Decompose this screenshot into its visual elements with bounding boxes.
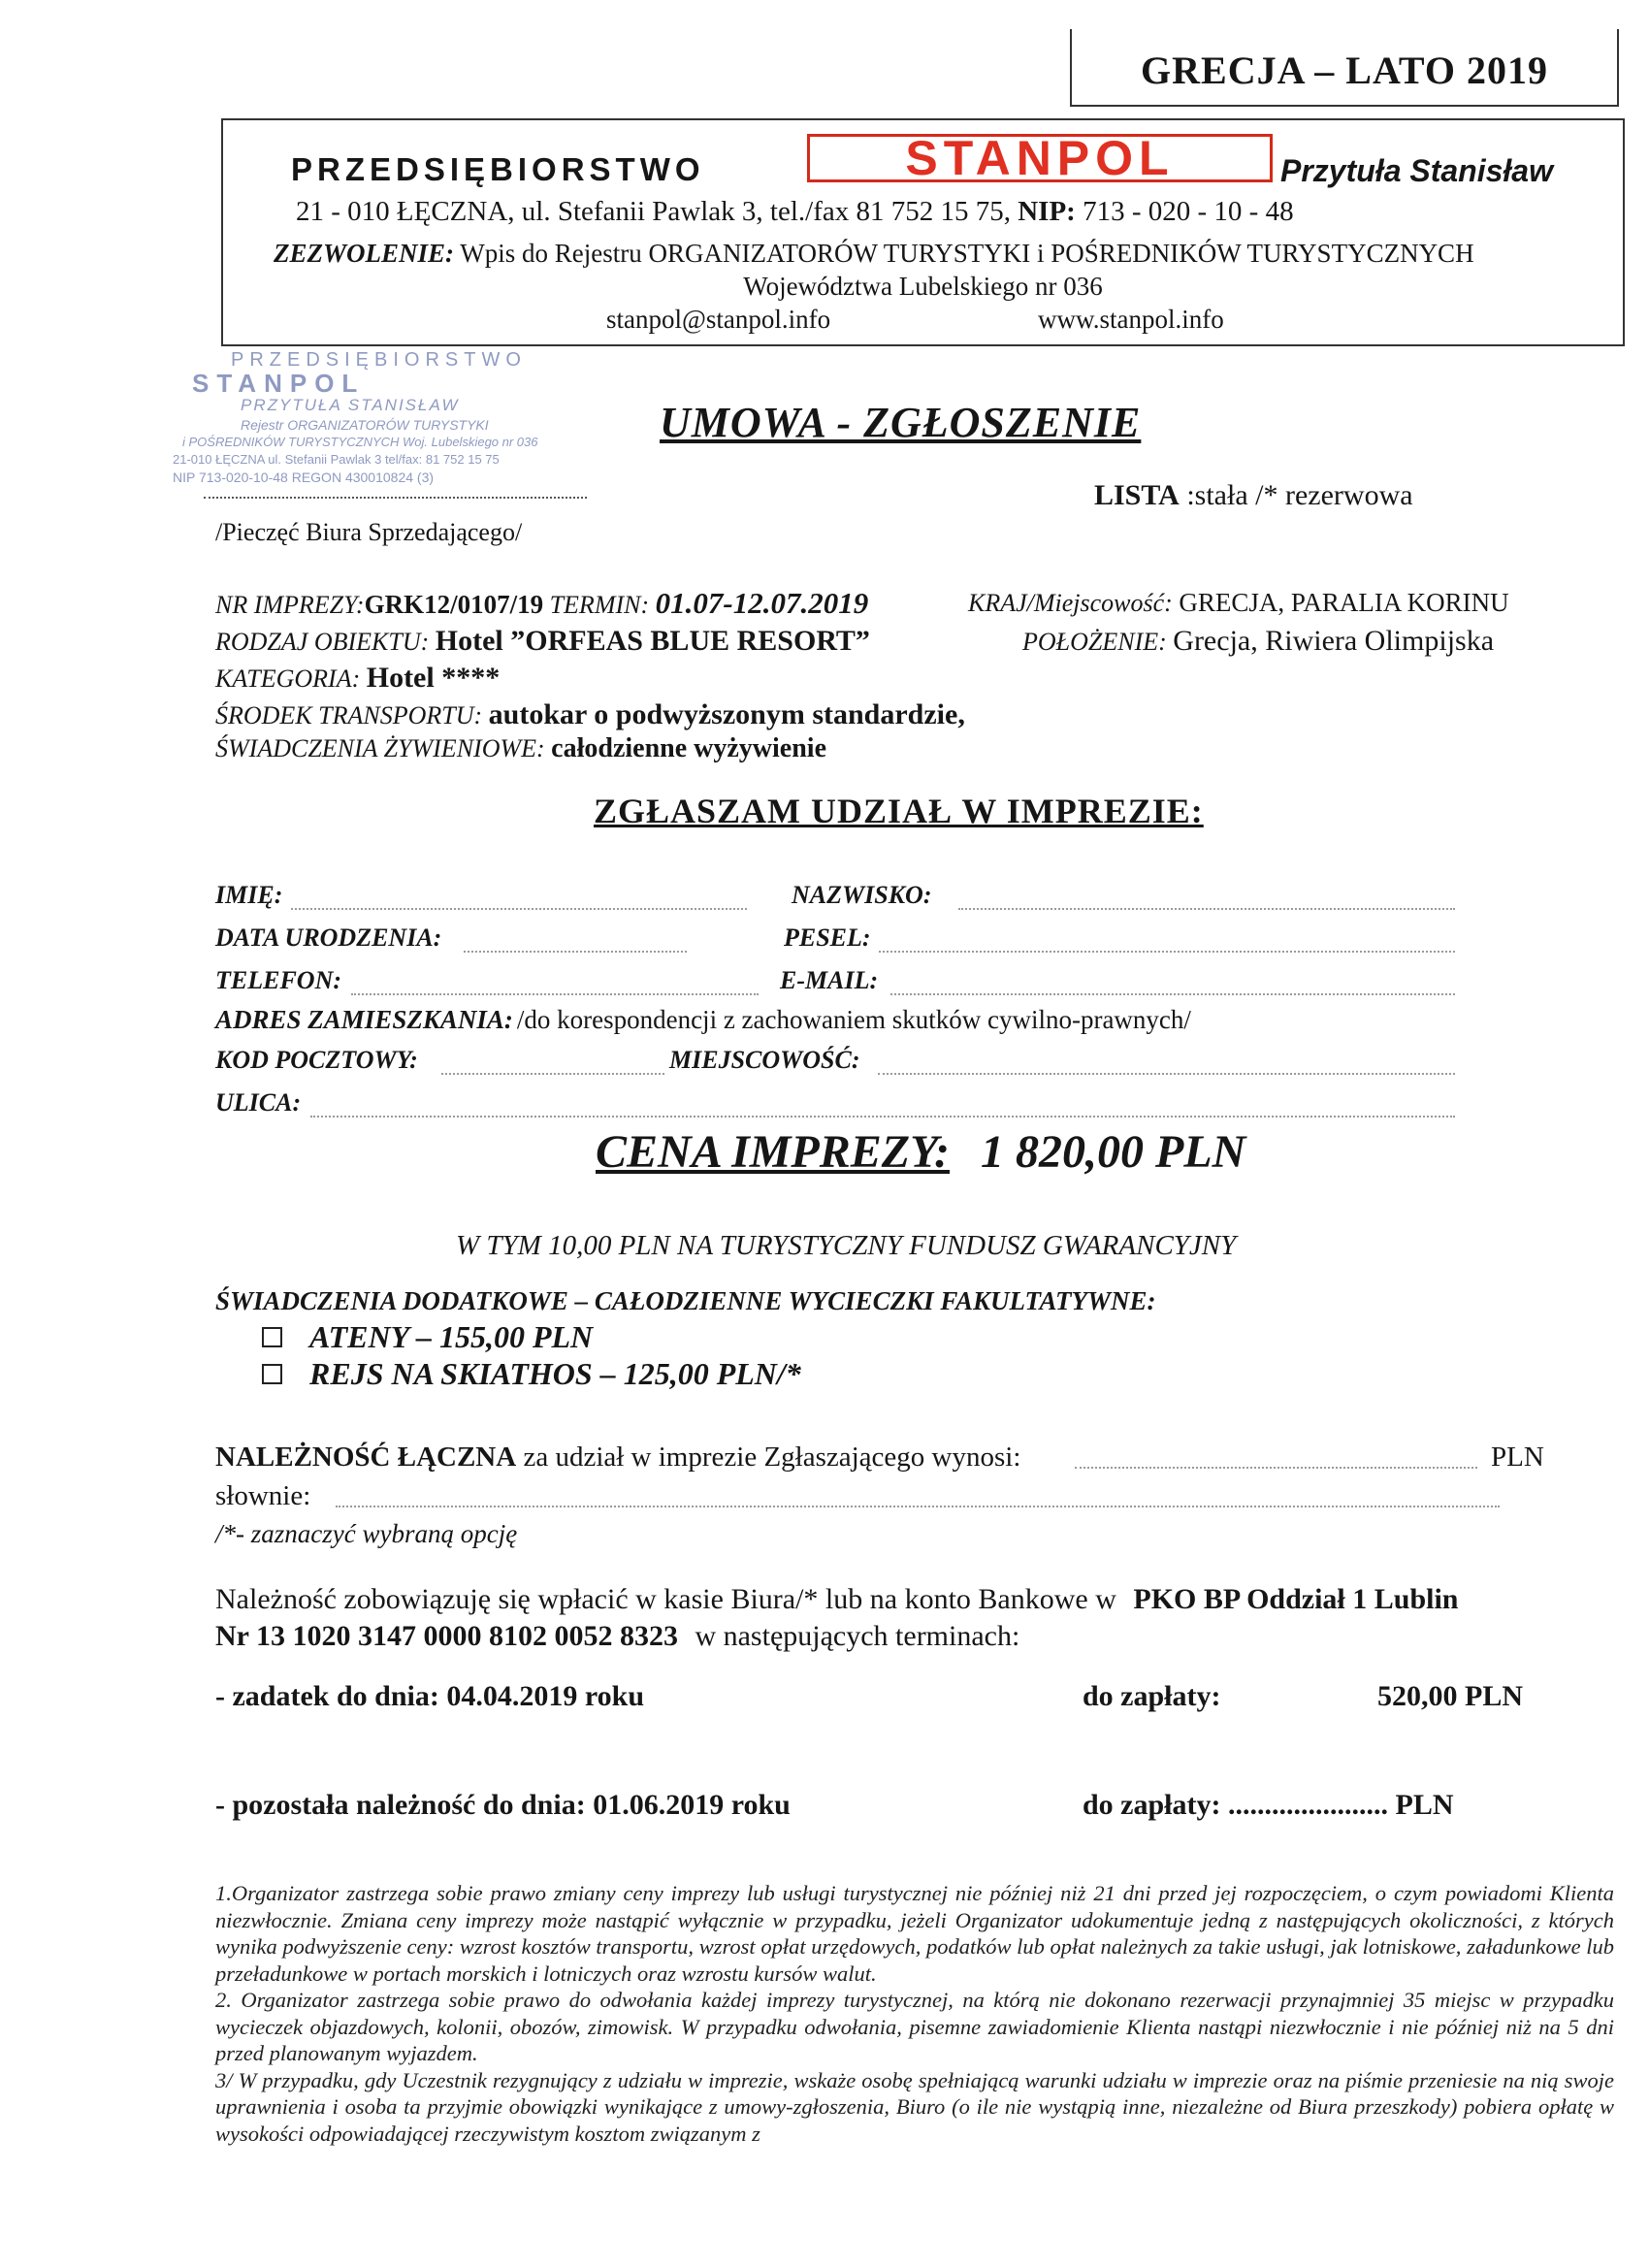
bank-text: Należność zobowiązuję się wpłacić w kasie Biura/* lub na konto Bankowe w xyxy=(215,1583,1116,1615)
category-row xyxy=(215,662,500,695)
price-value: 1 820,00 PLN xyxy=(981,1126,1246,1178)
skiathos-checkbox[interactable] xyxy=(262,1364,282,1384)
company-email: stanpol@stanpol.info xyxy=(606,305,831,334)
term-paragraph-1: 1.Organizator zastrzega sobie prawo zmiany ceny imprezy lub usługi turystycznej nie później niż 21 dni przed jej rozpoczęciem, o czym powiadomi Klienta niezwłocznie. Zmiana ceny imprezy może nastąpić wyłącznie w przypadku, jeżeli Organizator udokumentuje jedną z następujących okoliczności, z których wynika podwyższenie ceny: wzrost kosztów transportu, wzrost opłat urzędowych, podatków lub opłat należnych za takie usługi, jak lotniskowe, załadunkowe lub przeładunkowe w portach morskich i lotniczych oraz wzrostu kursów walut. xyxy=(215,1881,1614,1986)
first-name-label: IMIĘ: xyxy=(215,881,283,909)
location-label: POŁOŻENIE: xyxy=(1022,628,1167,656)
phone-label: TELEFON: xyxy=(215,966,341,994)
birth-date-field[interactable] xyxy=(464,951,687,953)
country-value: GRECJA, PARALIA KORINU xyxy=(1179,588,1509,617)
bank-terms-text: w następujących terminach: xyxy=(695,1620,1020,1652)
deposit-due-label: do zapłaty: xyxy=(1083,1680,1221,1712)
location-row xyxy=(1022,625,1494,658)
nip-label: NIP: xyxy=(1018,196,1076,227)
company-header xyxy=(221,118,1625,346)
postal-code-field[interactable] xyxy=(441,1073,664,1075)
stamp-line-3: PRZYTUŁA STANISŁAW xyxy=(241,396,460,414)
event-price xyxy=(596,1125,1245,1179)
event-number-row xyxy=(215,586,868,621)
street-label: ULICA: xyxy=(215,1088,302,1117)
deposit-amount: 520,00 PLN xyxy=(1377,1680,1523,1712)
nip-value: 713 - 020 - 10 - 48 xyxy=(1083,196,1294,227)
email-label: E-MAIL: xyxy=(780,966,879,994)
transport-row xyxy=(215,698,965,731)
stamp-line-4: Rejestr ORGANIZATORÓW TURYSTYKI xyxy=(241,417,489,433)
permit-line-2: Województwa Lubelskiego nr 036 xyxy=(743,272,1103,301)
total-currency: PLN xyxy=(1491,1442,1544,1473)
address-label: ADRES ZAMIESZKANIA: xyxy=(215,1005,513,1034)
pesel-label: PESEL: xyxy=(784,923,871,952)
address-row xyxy=(215,1005,1191,1035)
total-row xyxy=(215,1442,1020,1474)
bank-name: PKO BP Oddział 1 Lublin xyxy=(1133,1583,1459,1615)
stamp-line-6: 21-010 ŁĘCZNA ul. Stefanii Pawlak 3 tel/fax: 81 752 15 75 xyxy=(173,452,500,467)
total-label: NALEŻNOŚĆ ŁĄCZNA xyxy=(215,1442,517,1473)
guarantee-fund-note: W TYM 10,00 PLN NA TURYSTYCZNY FUNDUSZ GWARANCYJNY xyxy=(456,1230,1237,1261)
stamp-logo: STANPOL xyxy=(192,369,366,398)
terms-text xyxy=(215,1880,1614,2147)
object-type-row xyxy=(215,625,870,658)
list-label: LISTA xyxy=(1094,479,1180,511)
price-label: CENA IMPREZY: xyxy=(596,1126,950,1178)
city-field[interactable] xyxy=(878,1073,1455,1075)
meals-label: ŚWIADCZENIA ŻYWIENIOWE: xyxy=(215,734,545,762)
stamp-line-1: PRZEDSIĘBIORSTWO xyxy=(231,349,527,371)
street-field[interactable] xyxy=(310,1116,1455,1118)
country-label: KRAJ/Miejscowość: xyxy=(968,589,1173,617)
email-field[interactable] xyxy=(890,993,1455,995)
country-row xyxy=(968,588,1509,618)
postal-code-label: KOD POCZTOWY: xyxy=(215,1046,418,1074)
company-address xyxy=(296,196,1294,228)
extra-option-label: ATENY – 155,00 PLN xyxy=(309,1319,594,1354)
category-label: KATEGORIA: xyxy=(215,664,361,693)
city-label: MIEJSCOWOŚĆ: xyxy=(669,1046,860,1074)
stanpol-logo: STANPOL xyxy=(807,134,1273,182)
category-value: Hotel **** xyxy=(366,662,501,694)
remaining-deadline: - pozostała należność do dnia: 01.06.2019 roku xyxy=(215,1789,791,1821)
deposit-deadline: - zadatek do dnia: 04.04.2019 roku xyxy=(215,1680,645,1712)
bank-line-2 xyxy=(215,1620,1019,1653)
stamp-line-7: NIP 713-020-10-48 REGON 430010824 (3) xyxy=(173,470,435,485)
phone-field[interactable] xyxy=(351,993,759,995)
list-type xyxy=(1094,479,1413,512)
extra-option-skiathos[interactable] xyxy=(262,1356,801,1392)
birth-date-label: DATA URODZENIA: xyxy=(215,923,442,952)
total-text: za udział w imprezie Zgłaszającego wynosi: xyxy=(523,1442,1021,1473)
company-owner: Przytuła Stanisław xyxy=(1280,153,1553,188)
event-number-label: NR IMPREZY: xyxy=(215,591,365,619)
permit-line xyxy=(274,239,1474,269)
first-name-field[interactable] xyxy=(291,908,747,910)
option-note: /*- zaznaczyć wybraną opcję xyxy=(215,1519,518,1548)
meals-row xyxy=(215,733,826,764)
event-number-value: GRK12/0107/19 xyxy=(364,590,544,619)
office-stamp xyxy=(173,349,609,509)
document-title: UMOWA - ZGŁOSZENIE xyxy=(660,399,1142,446)
company-label: PRZEDSIĘBIORSTWO xyxy=(291,151,705,187)
season-label: GRECJA – LATO 2019 xyxy=(1070,29,1619,107)
stamp-signature-line xyxy=(204,497,587,499)
company-website: www.stanpol.info xyxy=(1038,305,1224,334)
object-type-label: RODZAJ OBIEKTU: xyxy=(215,628,430,656)
stamp-caption: /Pieczęć Biura Sprzedającego/ xyxy=(215,518,523,546)
last-name-label: NAZWISKO: xyxy=(792,881,932,909)
extra-option-label: REJS NA SKIATHOS – 125,00 PLN/* xyxy=(309,1356,801,1391)
term-paragraph-3: 3/ W przypadku, gdy Uczestnik rezygnujący z udziału w imprezie, wskaże osobę spełniającą warunki udziału w imprezie oraz na piśmie przeniesie na nią swoje uprawnienia i osoba ta przyjmie obowiązki wynikające z umowy-zgłoszenia, Biuro (o ile nie wystąpią inne, niezależne od Biura przeszkody) pobiera opłatę w wysokości odpowiadającej rzeczywistym kosztom związanym z xyxy=(215,2067,1614,2146)
extra-option-athens[interactable] xyxy=(262,1319,593,1355)
apply-heading: ZGŁASZAM UDZIAŁ W IMPREZIE: xyxy=(594,792,1204,830)
location-value: Grecja, Riwiera Olimpijska xyxy=(1173,625,1495,657)
permit-label: ZEZWOLENIE: xyxy=(274,239,455,268)
transport-label: ŚRODEK TRANSPORTU: xyxy=(215,701,483,729)
amount-in-words-label: słownie: xyxy=(215,1480,311,1511)
list-value: :stała /* rezerwowa xyxy=(1186,479,1413,511)
object-type-value: Hotel ”ORFEAS BLUE RESORT” xyxy=(435,625,870,657)
bank-account: Nr 13 1020 3147 0000 8102 0052 8323 xyxy=(215,1620,678,1652)
address-note: /do korespondencji z zachowaniem skutków cywilno-prawnych/ xyxy=(516,1005,1191,1034)
transport-value: autokar o podwyższonym standardzie, xyxy=(488,698,965,730)
term-label: TERMIN: xyxy=(549,591,650,619)
address-text: 21 - 010 ŁĘCZNA, ul. Stefanii Pawlak 3, tel./fax 81 752 15 75, xyxy=(296,196,1011,227)
pesel-field[interactable] xyxy=(879,951,1455,953)
extras-heading: ŚWIADCZENIA DODATKOWE – CAŁODZIENNE WYCIECZKI FAKULTATYWNE: xyxy=(215,1286,1156,1315)
total-amount-field[interactable] xyxy=(1075,1467,1477,1469)
last-name-field[interactable] xyxy=(958,908,1455,910)
meals-value: całodzienne wyżywienie xyxy=(551,733,827,763)
bank-line-1 xyxy=(215,1583,1459,1616)
permit-text: Wpis do Rejestru ORGANIZATORÓW TURYSTYKI i POŚREDNIKÓW TURYSTYCZNYCH xyxy=(460,239,1474,268)
stamp-line-5: i POŚREDNIKÓW TURYSTYCZNYCH Woj. Lubelskiego nr 036 xyxy=(182,435,538,449)
amount-in-words-field[interactable] xyxy=(336,1506,1500,1507)
athens-checkbox[interactable] xyxy=(262,1327,282,1347)
term-paragraph-2: 2. Organizator zastrzega sobie prawo do odwołania każdej imprezy turystycznej, na którą nie dokonano rezerwacji przynajmniej 35 miejsc w przypadku wycieczek objazdowych, kolonii, obozów, zimowisk. W przypadku odwołania, pisemne zawiadomienie Klienta nastąpi niezwłocznie i nie później niż na 5 dni przed planowanym wyjazdem. xyxy=(215,1988,1614,2065)
remaining-due: do zapłaty: ...................... PLN xyxy=(1083,1789,1454,1821)
term-value: 01.07-12.07.2019 xyxy=(655,586,869,620)
